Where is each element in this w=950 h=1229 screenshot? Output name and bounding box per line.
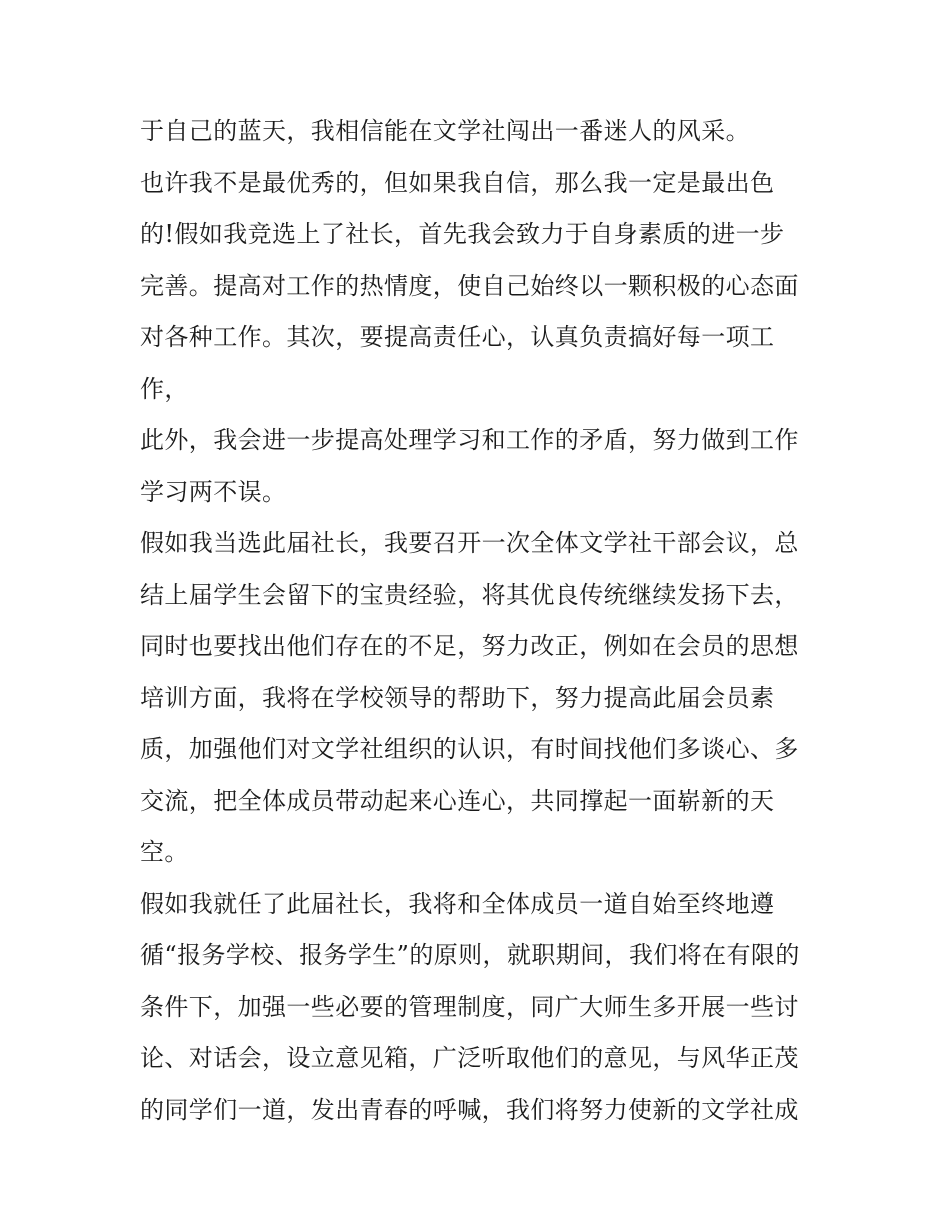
- text-line: 条件下，加强一些必要的管理制度，同广大师生多开展一些讨: [140, 992, 799, 1021]
- text-line: 此外，我会进一步提高处理学习和工作的矛盾，努力做到工作: [140, 426, 799, 454]
- text-line: 作，: [140, 374, 189, 403]
- text-line: 结上届学生会留下的宝贵经验，将其优良传统继续发扬下去，: [140, 580, 799, 609]
- text-line: 对各种工作。其次，要提高责任心，认真负责搞好每一项工: [140, 323, 775, 351]
- text-line: 同时也要找出他们存在的不足，努力改正，例如在会员的思想: [140, 632, 799, 660]
- text-line: 假如我就任了此届社长，我将和全体成员一道自始至终地遵: [140, 889, 775, 918]
- text-line: 的!假如我竞选上了社长，首先我会致力于自身素质的进一步: [140, 220, 785, 248]
- text-line: 学习两不误。: [140, 477, 287, 506]
- text-line: 空。: [140, 838, 189, 866]
- text-line: 质，加强他们对文学社组织的认识，有时间找他们多谈心、多: [140, 735, 799, 763]
- text-line: 也许我不是最优秀的，但如果我自信，那么我一定是最出色: [140, 168, 775, 197]
- text-line: 完善。提高对工作的热情度，使自己始终以一颗积极的心态面: [140, 271, 799, 300]
- text-line: 论、对话会，设立意见箱，广泛听取他们的意见，与风华正茂: [140, 1044, 799, 1072]
- text-line: 于自己的蓝天，我相信能在文学社闯出一番迷人的风采。: [140, 117, 750, 145]
- text-line: 假如我当选此届社长，我要召开一次全体文学社干部会议，总: [140, 529, 799, 557]
- body-text: [140, 106, 820, 1136]
- text-line: 培训方面，我将在学校领导的帮助下，努力提高此届会员素: [140, 683, 775, 712]
- text-line: 的同学们一道，发出青春的呼喊，我们将努力使新的文学社成: [140, 1095, 799, 1124]
- text-line: 交流，把全体成员带动起来心连心，共同撑起一面崭新的天: [140, 786, 775, 815]
- text-line: 循“报务学校、报务学生”的原则，就职期间，我们将在有限的: [140, 941, 800, 969]
